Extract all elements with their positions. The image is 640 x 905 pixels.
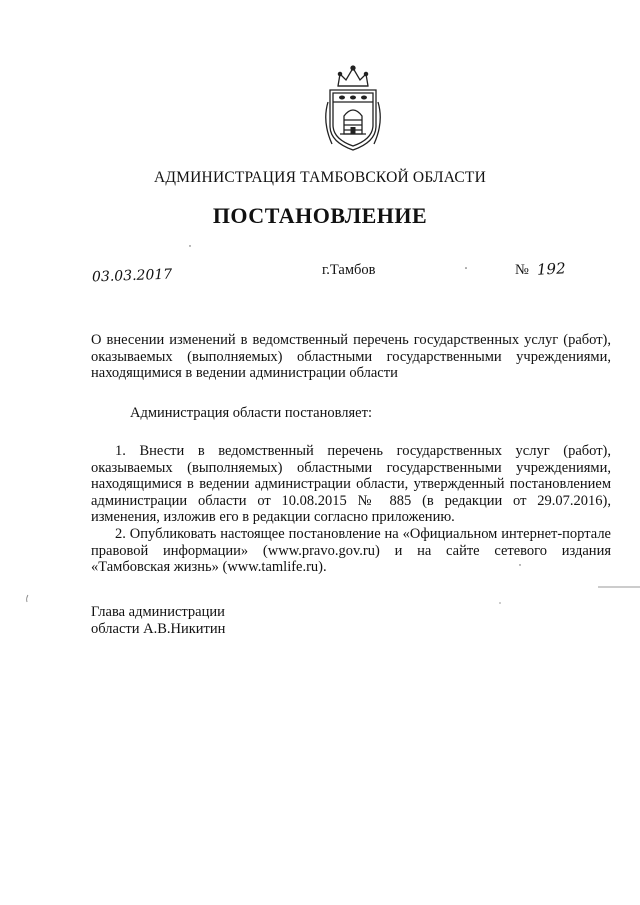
signature-name: области А.В.Никитин <box>91 621 226 637</box>
organization-name: АДМИНИСТРАЦИЯ ТАМБОВСКОЙ ОБЛАСТИ <box>154 169 486 186</box>
document-number-label: № <box>515 262 529 278</box>
decree-statement: Администрация области постановляет: <box>130 405 372 421</box>
decree-item-2: 2. Опубликовать настоящее постановление на «Официальном интернет-портале правовой информации» (www.pravo.gov.ru) и на сайте сетевого издания «Тамбовская жизнь» (www.tamlife.ru). <box>91 526 611 575</box>
document-number: 192 <box>536 259 567 279</box>
document-city: г.Тамбов <box>322 262 376 278</box>
decree-item-1: 1. Внести в ведомственный перечень государственных услуг (работ), оказываемых (выполняемых) областными государственными учреждениями, находящимися в ведении администрации области, утвержденный постановлением администрации области от 10.08.2015 № 885 (в редакции от 29.07.2016), изменения, изложив его в редакции согласно приложению. <box>91 443 611 525</box>
signature-title: Глава администрации <box>91 604 225 620</box>
document-date: 03.03.2017 <box>91 266 173 286</box>
document-type-title: ПОСТАНОВЛЕНИЕ <box>212 203 428 228</box>
document-subject: О внесении изменений в ведомственный перечень государственных услуг (работ), оказываемых (выполняемых) областными государственными учреждениями, находящимися в ведении администрации области <box>91 332 611 381</box>
